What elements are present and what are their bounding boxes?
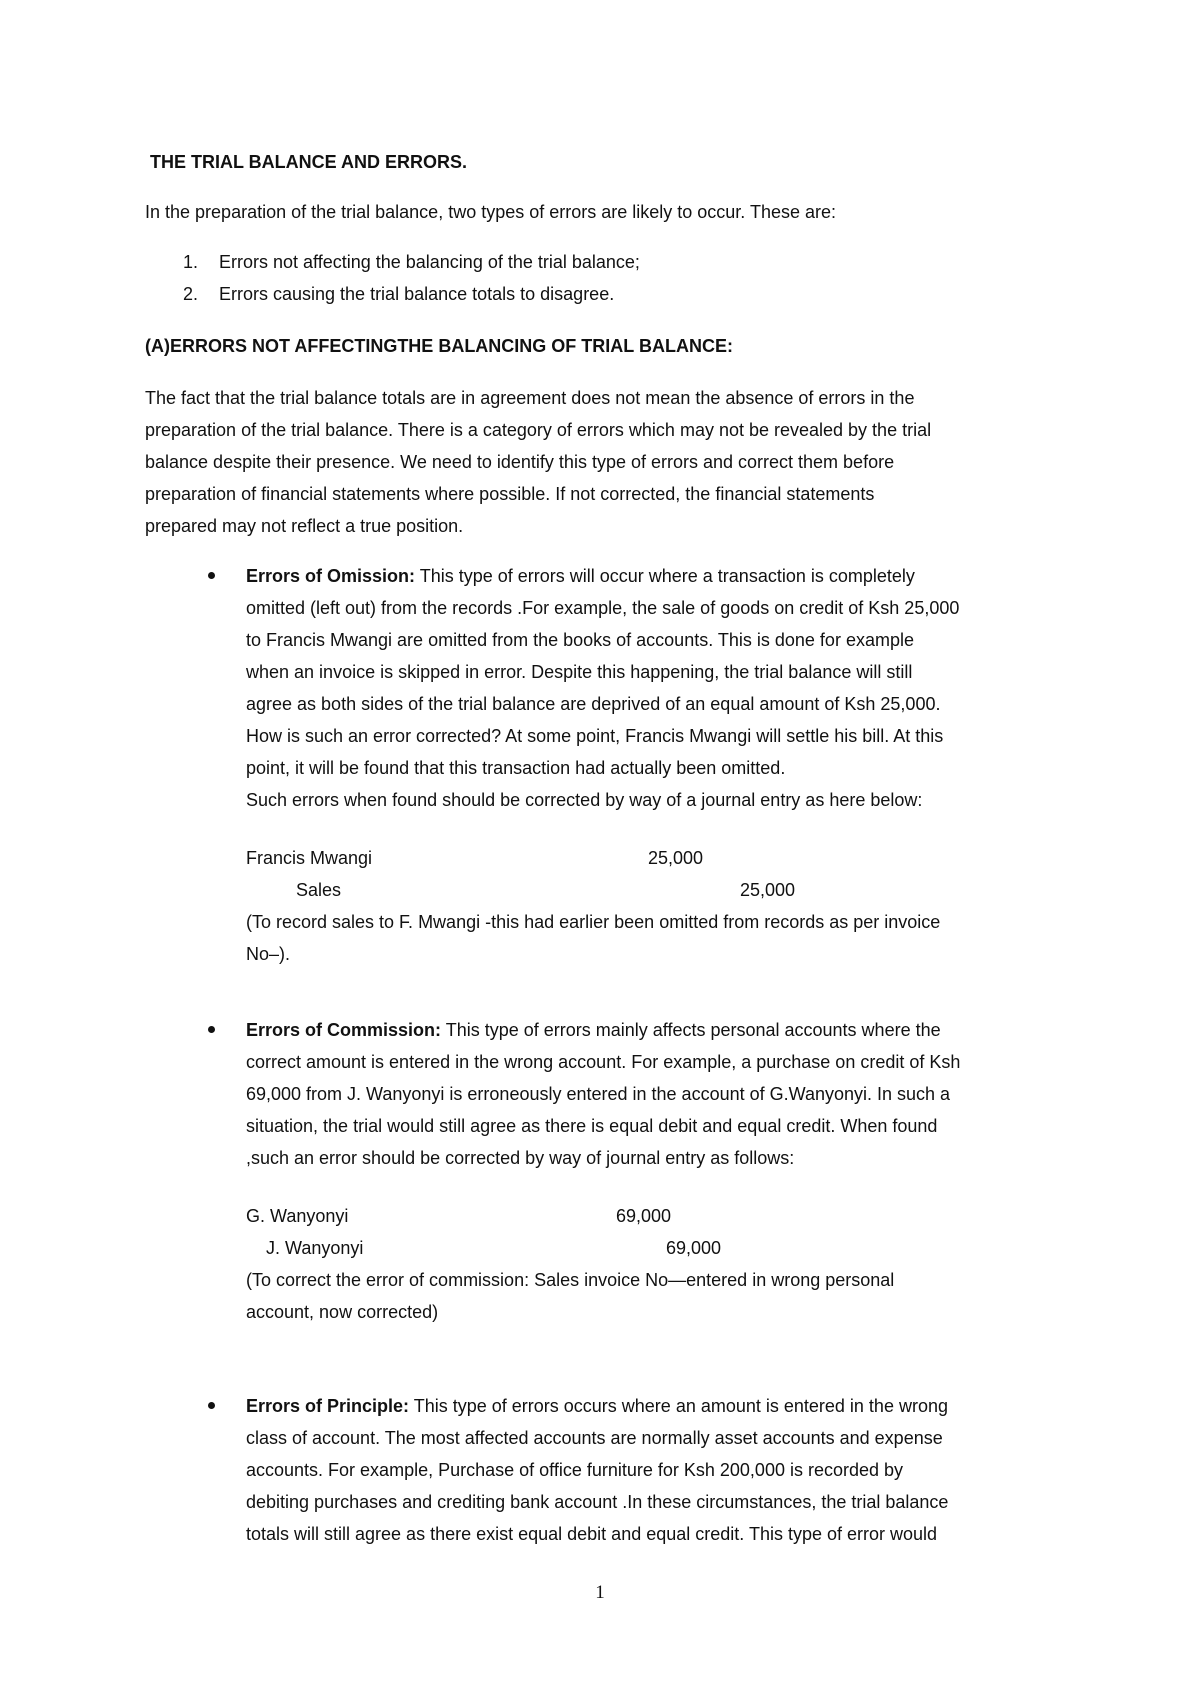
section-a-line: The fact that the trial balance totals are in agreement does not mean the absence of errors in the — [145, 388, 915, 408]
omission-line: How is such an error corrected? At some point, Francis Mwangi will settle his bill. At this — [246, 726, 944, 746]
omission-first-line — [246, 564, 915, 588]
omission-debit-amount: 25,000 — [648, 848, 704, 868]
type-number-2: 2. — [183, 284, 199, 304]
principle-line: accounts. For example, Purchase of office furniture for Ksh 200,000 is recorded by — [246, 1460, 904, 1480]
commission-narration: (To correct the error of commission: Sales invoice No—entered in wrong personal — [246, 1270, 895, 1290]
omission-narration: No–). — [246, 944, 291, 964]
commission-first-rest: This type of errors mainly affects personal accounts where the — [441, 1020, 941, 1040]
section-a-line: preparation of financial statements where possible. If not corrected, the financial statements — [145, 484, 875, 504]
type-text-2: Errors causing the trial balance totals to disagree. — [219, 284, 615, 304]
commission-debit-account: G. Wanyonyi — [246, 1206, 349, 1226]
commission-line: correct amount is entered in the wrong account. For example, a purchase on credit of Ksh — [246, 1052, 961, 1072]
bullet-icon — [208, 1026, 215, 1033]
type-text-1: Errors not affecting the balancing of the trial balance; — [219, 252, 640, 272]
commission-line: situation, the trial would still agree as there is equal debit and equal credit. When found — [246, 1116, 938, 1136]
section-a-line: preparation of the trial balance. There is a category of errors which may not be revealed by the trial — [145, 420, 932, 440]
omission-line: when an invoice is skipped in error. Despite this happening, the trial balance will still — [246, 662, 913, 682]
omission-line: agree as both sides of the trial balance are deprived of an equal amount of Ksh 25,000. — [246, 694, 941, 714]
omission-first-rest: This type of errors will occur where a transaction is completely — [415, 566, 915, 586]
omission-credit-account: Sales — [296, 880, 342, 900]
intro-text: In the preparation of the trial balance, two types of errors are likely to occur. These are: — [145, 202, 837, 222]
bullet-icon — [208, 572, 215, 579]
omission-line: Such errors when found should be corrected by way of a journal entry as here below: — [246, 790, 923, 810]
commission-credit-amount: 69,000 — [666, 1238, 722, 1258]
omission-line: to Francis Mwangi are omitted from the books of accounts. This is done for example — [246, 630, 914, 650]
type-number-1: 1. — [183, 252, 199, 272]
omission-heading: Errors of Omission: — [246, 566, 416, 586]
omission-credit-amount: 25,000 — [740, 880, 796, 900]
omission-narration: (To record sales to F. Mwangi -this had earlier been omitted from records as per invoice — [246, 912, 941, 932]
principle-line: debiting purchases and crediting bank account .In these circumstances, the trial balance — [246, 1492, 949, 1512]
commission-credit-account: J. Wanyonyi — [266, 1238, 364, 1258]
bullet-icon — [208, 1402, 215, 1409]
section-a-line: prepared may not reflect a true position. — [145, 516, 464, 536]
principle-first-line — [246, 1394, 948, 1418]
principle-line: class of account. The most affected accounts are normally asset accounts and expense — [246, 1428, 943, 1448]
commission-line: ,such an error should be corrected by way of journal entry as follows: — [246, 1148, 795, 1168]
principle-first-rest: This type of errors occurs where an amount is entered in the wrong — [409, 1396, 948, 1416]
commission-first-line — [246, 1018, 941, 1042]
section-a-line: balance despite their presence. We need to identify this type of errors and correct them before — [145, 452, 895, 472]
page-number: 1 — [595, 1582, 605, 1603]
omission-debit-account: Francis Mwangi — [246, 848, 373, 868]
commission-heading: Errors of Commission: — [246, 1020, 442, 1040]
omission-line: point, it will be found that this transaction had actually been omitted. — [246, 758, 786, 778]
principle-line: totals will still agree as there exist equal debit and equal credit. This type of error would — [246, 1524, 938, 1544]
page-title: THE TRIAL BALANCE AND ERRORS. — [150, 152, 468, 172]
commission-line: 69,000 from J. Wanyonyi is erroneously entered in the account of G.Wanyonyi. In such a — [246, 1084, 951, 1104]
omission-line: omitted (left out) from the records .For example, the sale of goods on credit of Ksh 25,000 — [246, 598, 960, 618]
commission-debit-amount: 69,000 — [616, 1206, 672, 1226]
principle-heading: Errors of Principle: — [246, 1396, 410, 1416]
commission-narration: account, now corrected) — [246, 1302, 439, 1322]
section-a-heading: (A)ERRORS NOT AFFECTINGTHE BALANCING OF TRIAL BALANCE: — [145, 336, 733, 356]
